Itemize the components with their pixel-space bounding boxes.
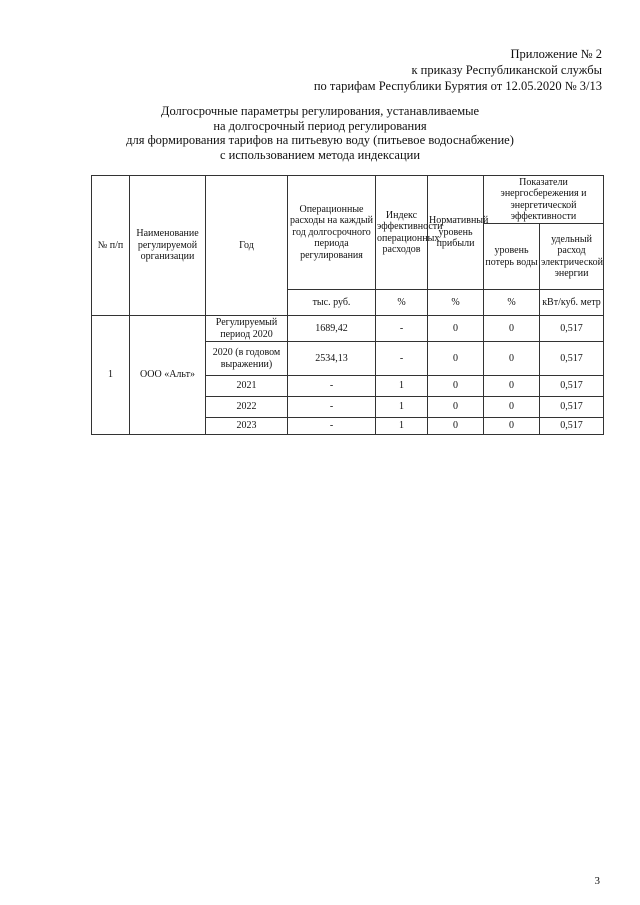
cell-specific: 0,517 [540, 342, 604, 376]
cell-index: - [376, 342, 428, 376]
cell-year: 2022 [206, 397, 288, 418]
header-num: № п/п [92, 176, 130, 316]
unit-loss: % [484, 290, 540, 316]
cell-loss: 0 [484, 376, 540, 397]
table-row [92, 316, 604, 342]
cell-profit: 0 [428, 376, 484, 397]
cell-loss: 0 [484, 397, 540, 418]
header-opex: Операционные расходы на каждый год долгосрочного периода регулирования [288, 176, 376, 290]
cell-index: - [376, 316, 428, 342]
cell-year: 2021 [206, 376, 288, 397]
cell-profit: 0 [428, 397, 484, 418]
header-energy: Показатели энергосбережения и энергетической эффективности [484, 176, 604, 224]
unit-opex: тыс. руб. [288, 290, 376, 316]
cell-loss: 0 [484, 418, 540, 435]
cell-specific: 0,517 [540, 418, 604, 435]
header-profit: Нормативный уровень прибыли [428, 176, 484, 290]
cell-profit: 0 [428, 342, 484, 376]
cell-index: 1 [376, 418, 428, 435]
header-specific: удельный расход электрической энергии [540, 224, 604, 290]
cell-index: 1 [376, 397, 428, 418]
cell-opex: - [288, 397, 376, 418]
title-line-2: на долгосрочный период регулирования [213, 118, 427, 133]
header-year: Год [206, 176, 288, 316]
title-line-4: с использованием метода индексации [219, 147, 421, 162]
cell-specific: 0,517 [540, 376, 604, 397]
parameters-table [91, 175, 604, 435]
appendix-line-1: Приложение № 2 [510, 47, 602, 61]
cell-year: 2023 [206, 418, 288, 435]
title-line-3: для формирования тарифов на питьевую воду (питьевое водоснабжение) [126, 133, 514, 147]
document-title [90, 104, 550, 162]
cell-year: 2020 (в годовом выражении) [206, 342, 288, 376]
appendix-header [314, 46, 602, 94]
appendix-line-3: по тарифам Республики Бурятия от 12.05.2020 № 3/13 [313, 79, 602, 93]
cell-loss: 0 [484, 316, 540, 342]
cell-opex: 1689,42 [288, 316, 376, 342]
cell-org: ООО «Альт» [130, 316, 206, 435]
appendix-line-2: к приказу Республиканской службы [411, 63, 602, 77]
cell-specific: 0,517 [540, 397, 604, 418]
unit-profit: % [428, 290, 484, 316]
cell-loss: 0 [484, 342, 540, 376]
cell-opex: - [288, 376, 376, 397]
unit-specific: кВт/куб. метр [540, 290, 604, 316]
cell-index: 1 [376, 376, 428, 397]
cell-opex: 2534,13 [288, 342, 376, 376]
cell-year: Регулируемый период 2020 [206, 316, 288, 342]
cell-profit: 0 [428, 418, 484, 435]
cell-opex: - [288, 418, 376, 435]
page-number: 3 [594, 875, 600, 887]
cell-specific: 0,517 [540, 316, 604, 342]
header-row [92, 176, 604, 224]
cell-num: 1 [92, 316, 130, 435]
header-org: Наименование регулируемой организации [130, 176, 206, 316]
header-loss: уровень потерь воды [484, 224, 540, 290]
cell-profit: 0 [428, 316, 484, 342]
unit-index: % [376, 290, 428, 316]
title-line-1: Долгосрочные параметры регулирования, устанавливаемые [160, 104, 480, 118]
header-index: Индекс эффективности операционных расходов [376, 176, 428, 290]
